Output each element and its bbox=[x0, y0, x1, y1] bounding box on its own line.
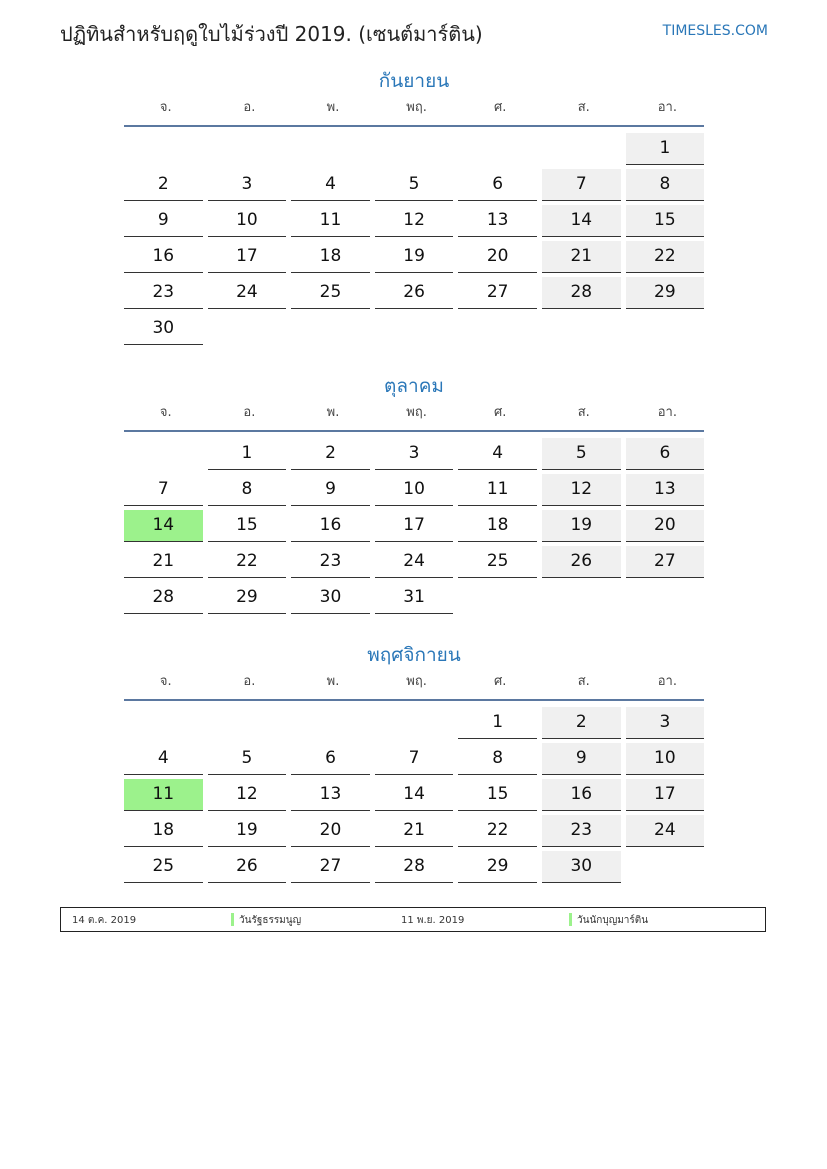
day-cell bbox=[208, 544, 292, 580]
day-number: 11 bbox=[291, 205, 370, 237]
day-number: 21 bbox=[542, 241, 621, 273]
day-number: 10 bbox=[208, 205, 287, 237]
month-november bbox=[124, 641, 704, 885]
day-number: 27 bbox=[626, 546, 705, 578]
day-cell bbox=[542, 849, 626, 885]
day-cell bbox=[626, 777, 710, 813]
day-number: 7 bbox=[124, 474, 203, 506]
day-cell bbox=[458, 239, 542, 275]
day-number: 9 bbox=[124, 205, 203, 237]
day-cell bbox=[375, 813, 459, 849]
day-cell bbox=[542, 436, 626, 472]
day-grid bbox=[124, 436, 704, 616]
day-number: 29 bbox=[458, 851, 537, 883]
day-number: 4 bbox=[458, 438, 537, 470]
day-number: 29 bbox=[626, 277, 705, 309]
empty-cell bbox=[208, 131, 292, 167]
empty-cell bbox=[291, 131, 375, 167]
day-cell bbox=[626, 741, 710, 777]
day-cell bbox=[542, 813, 626, 849]
day-cell bbox=[375, 167, 459, 203]
day-number: 8 bbox=[208, 474, 287, 506]
day-cell bbox=[542, 472, 626, 508]
weekday-label: อ. bbox=[243, 674, 256, 689]
day-number: 28 bbox=[542, 277, 621, 309]
legend-color-marker bbox=[569, 913, 572, 926]
weekday-label: อา. bbox=[657, 100, 677, 115]
day-cell bbox=[291, 544, 375, 580]
day-cell bbox=[626, 167, 710, 203]
day-number: 22 bbox=[626, 241, 705, 273]
day-number: 28 bbox=[124, 582, 203, 614]
day-number: 3 bbox=[208, 169, 287, 201]
day-number: 13 bbox=[291, 779, 370, 811]
day-cell bbox=[124, 741, 208, 777]
weekday-label: ส. bbox=[577, 100, 590, 115]
day-number: 23 bbox=[542, 815, 621, 847]
day-cell bbox=[626, 436, 710, 472]
day-number: 28 bbox=[375, 851, 454, 883]
day-cell bbox=[208, 508, 292, 544]
day-number: 30 bbox=[542, 851, 621, 883]
day-number: 16 bbox=[124, 241, 203, 273]
day-cell bbox=[208, 472, 292, 508]
day-cell bbox=[291, 239, 375, 275]
day-cell bbox=[458, 813, 542, 849]
day-number: 11 bbox=[458, 474, 537, 506]
weekday-label: ศ. bbox=[493, 100, 507, 115]
day-number: 1 bbox=[208, 438, 287, 470]
day-cell bbox=[124, 472, 208, 508]
day-cell bbox=[208, 849, 292, 885]
day-number: 13 bbox=[458, 205, 537, 237]
legend-color-marker bbox=[231, 913, 234, 926]
weekday-label: พ. bbox=[326, 674, 340, 689]
day-number: 19 bbox=[375, 241, 454, 273]
legend-date: 14 ต.ค. 2019 bbox=[72, 915, 137, 926]
weekday-label: พฤ. bbox=[406, 100, 427, 115]
holiday-legend bbox=[60, 907, 766, 932]
weekday-label: อ. bbox=[243, 100, 256, 115]
day-cell bbox=[626, 705, 710, 741]
day-cell bbox=[208, 167, 292, 203]
day-number: 5 bbox=[542, 438, 621, 470]
day-cell bbox=[626, 239, 710, 275]
day-cell bbox=[542, 239, 626, 275]
day-number: 14 bbox=[542, 205, 621, 237]
day-number: 24 bbox=[626, 815, 705, 847]
day-number: 10 bbox=[375, 474, 454, 506]
day-cell bbox=[208, 203, 292, 239]
day-number: 30 bbox=[291, 582, 370, 614]
day-cell bbox=[375, 777, 459, 813]
day-cell bbox=[375, 239, 459, 275]
day-number: 27 bbox=[458, 277, 537, 309]
weekday-label: อ. bbox=[243, 405, 256, 420]
day-cell bbox=[375, 472, 459, 508]
day-number: 8 bbox=[458, 743, 537, 775]
day-cell bbox=[458, 544, 542, 580]
day-cell bbox=[626, 472, 710, 508]
day-number: 21 bbox=[124, 546, 203, 578]
day-number: 22 bbox=[208, 546, 287, 578]
day-cell bbox=[458, 849, 542, 885]
day-cell bbox=[458, 167, 542, 203]
month-title: ตุลาคม bbox=[384, 375, 444, 397]
day-number: 20 bbox=[458, 241, 537, 273]
day-number: 11 bbox=[124, 779, 203, 811]
day-number: 26 bbox=[208, 851, 287, 883]
day-cell bbox=[458, 436, 542, 472]
weekday-label: อา. bbox=[657, 674, 677, 689]
day-cell bbox=[375, 544, 459, 580]
day-cell bbox=[124, 580, 208, 616]
day-cell bbox=[626, 508, 710, 544]
day-cell bbox=[291, 275, 375, 311]
day-number: 18 bbox=[458, 510, 537, 542]
day-number: 23 bbox=[291, 546, 370, 578]
month-october bbox=[124, 372, 704, 616]
day-cell bbox=[291, 849, 375, 885]
day-number: 12 bbox=[542, 474, 621, 506]
day-number: 12 bbox=[208, 779, 287, 811]
empty-cell bbox=[124, 436, 208, 472]
day-number: 20 bbox=[626, 510, 705, 542]
day-cell bbox=[208, 777, 292, 813]
day-cell bbox=[458, 203, 542, 239]
day-grid bbox=[124, 705, 704, 885]
day-cell bbox=[375, 741, 459, 777]
day-number: 16 bbox=[291, 510, 370, 542]
day-cell bbox=[291, 167, 375, 203]
day-cell bbox=[291, 741, 375, 777]
empty-cell bbox=[124, 131, 208, 167]
month-title: กันยายน bbox=[378, 70, 450, 92]
day-number: 4 bbox=[124, 743, 203, 775]
day-cell bbox=[124, 813, 208, 849]
page-title: ปฏิทินสำหรับฤดูใบไม้ร่วงปี 2019. (เซนต์มาร์ติน) bbox=[60, 22, 483, 46]
day-number: 24 bbox=[375, 546, 454, 578]
day-number: 17 bbox=[626, 779, 705, 811]
holiday-day-cell bbox=[124, 777, 208, 813]
day-number: 24 bbox=[208, 277, 287, 309]
day-cell bbox=[291, 777, 375, 813]
legend-holiday-name: วันรัฐธรรมนูญ bbox=[239, 915, 302, 926]
day-cell bbox=[291, 203, 375, 239]
day-number: 18 bbox=[291, 241, 370, 273]
day-number: 25 bbox=[291, 277, 370, 309]
day-cell bbox=[542, 777, 626, 813]
empty-cell bbox=[124, 705, 208, 741]
day-number: 23 bbox=[124, 277, 203, 309]
day-cell bbox=[458, 777, 542, 813]
day-number: 8 bbox=[626, 169, 705, 201]
day-cell bbox=[375, 580, 459, 616]
day-cell bbox=[542, 705, 626, 741]
weekday-label: ศ. bbox=[493, 405, 507, 420]
day-cell bbox=[124, 203, 208, 239]
day-number: 12 bbox=[375, 205, 454, 237]
day-number: 2 bbox=[291, 438, 370, 470]
day-number: 19 bbox=[208, 815, 287, 847]
day-number: 14 bbox=[124, 510, 203, 542]
day-cell bbox=[542, 203, 626, 239]
day-cell bbox=[542, 167, 626, 203]
day-number: 18 bbox=[124, 815, 203, 847]
day-number: 1 bbox=[458, 707, 537, 739]
day-cell bbox=[208, 741, 292, 777]
weekday-header bbox=[124, 673, 704, 701]
day-cell bbox=[375, 508, 459, 544]
holiday-day-cell bbox=[124, 508, 208, 544]
weekday-label: พฤ. bbox=[406, 674, 427, 689]
month-title: พฤศจิกายน bbox=[367, 644, 461, 666]
day-number: 7 bbox=[542, 169, 621, 201]
site-link[interactable]: TIMESLES.COM bbox=[662, 23, 768, 39]
day-number: 31 bbox=[375, 582, 454, 614]
day-cell bbox=[375, 849, 459, 885]
weekday-label: ส. bbox=[577, 405, 590, 420]
day-cell bbox=[208, 813, 292, 849]
day-cell bbox=[124, 544, 208, 580]
day-cell bbox=[626, 813, 710, 849]
day-number: 26 bbox=[375, 277, 454, 309]
day-cell bbox=[458, 275, 542, 311]
empty-cell bbox=[542, 131, 626, 167]
day-number: 15 bbox=[208, 510, 287, 542]
day-number: 29 bbox=[208, 582, 287, 614]
day-number: 10 bbox=[626, 743, 705, 775]
legend-date: 11 พ.ย. 2019 bbox=[401, 915, 465, 926]
day-number: 25 bbox=[124, 851, 203, 883]
day-number: 25 bbox=[458, 546, 537, 578]
day-cell bbox=[124, 239, 208, 275]
day-cell bbox=[124, 311, 208, 347]
day-number: 9 bbox=[291, 474, 370, 506]
day-number: 15 bbox=[626, 205, 705, 237]
month-september bbox=[124, 67, 704, 347]
day-number: 16 bbox=[542, 779, 621, 811]
day-cell bbox=[208, 275, 292, 311]
day-number: 3 bbox=[375, 438, 454, 470]
day-cell bbox=[291, 436, 375, 472]
day-cell bbox=[542, 741, 626, 777]
empty-cell bbox=[208, 705, 292, 741]
day-number: 6 bbox=[626, 438, 705, 470]
empty-cell bbox=[291, 705, 375, 741]
day-cell bbox=[375, 275, 459, 311]
day-cell bbox=[458, 741, 542, 777]
empty-cell bbox=[375, 705, 459, 741]
weekday-label: พ. bbox=[326, 100, 340, 115]
day-cell bbox=[542, 508, 626, 544]
weekday-header bbox=[124, 404, 704, 432]
weekday-label: จ. bbox=[159, 100, 172, 115]
day-number: 6 bbox=[458, 169, 537, 201]
day-number: 20 bbox=[291, 815, 370, 847]
day-cell bbox=[124, 275, 208, 311]
day-number: 15 bbox=[458, 779, 537, 811]
day-number: 22 bbox=[458, 815, 537, 847]
day-number: 13 bbox=[626, 474, 705, 506]
day-number: 2 bbox=[124, 169, 203, 201]
day-number: 5 bbox=[375, 169, 454, 201]
weekday-label: พฤ. bbox=[406, 405, 427, 420]
day-cell bbox=[291, 813, 375, 849]
day-cell bbox=[542, 544, 626, 580]
day-number: 17 bbox=[208, 241, 287, 273]
day-cell bbox=[542, 275, 626, 311]
day-cell bbox=[458, 705, 542, 741]
day-number: 26 bbox=[542, 546, 621, 578]
day-number: 19 bbox=[542, 510, 621, 542]
day-cell bbox=[291, 508, 375, 544]
day-cell bbox=[626, 131, 710, 167]
day-number: 4 bbox=[291, 169, 370, 201]
day-cell bbox=[291, 472, 375, 508]
day-cell bbox=[375, 203, 459, 239]
day-number: 1 bbox=[626, 133, 705, 165]
day-number: 17 bbox=[375, 510, 454, 542]
day-cell bbox=[458, 472, 542, 508]
weekday-label: ศ. bbox=[493, 674, 507, 689]
day-number: 14 bbox=[375, 779, 454, 811]
weekday-label: จ. bbox=[159, 674, 172, 689]
weekday-label: อา. bbox=[657, 405, 677, 420]
day-number: 3 bbox=[626, 707, 705, 739]
day-cell bbox=[124, 167, 208, 203]
day-cell bbox=[208, 580, 292, 616]
day-cell bbox=[375, 436, 459, 472]
weekday-label: จ. bbox=[159, 405, 172, 420]
day-cell bbox=[458, 508, 542, 544]
empty-cell bbox=[458, 131, 542, 167]
empty-cell bbox=[375, 131, 459, 167]
day-grid bbox=[124, 131, 704, 347]
day-number: 21 bbox=[375, 815, 454, 847]
day-number: 9 bbox=[542, 743, 621, 775]
day-cell bbox=[626, 275, 710, 311]
day-cell bbox=[626, 544, 710, 580]
weekday-label: ส. bbox=[577, 674, 590, 689]
day-number: 6 bbox=[291, 743, 370, 775]
day-number: 27 bbox=[291, 851, 370, 883]
day-number: 7 bbox=[375, 743, 454, 775]
weekday-label: พ. bbox=[326, 405, 340, 420]
day-cell bbox=[208, 239, 292, 275]
day-cell bbox=[124, 849, 208, 885]
day-cell bbox=[208, 436, 292, 472]
day-cell bbox=[291, 580, 375, 616]
weekday-header bbox=[124, 99, 704, 127]
day-number: 30 bbox=[124, 313, 203, 345]
day-cell bbox=[626, 203, 710, 239]
day-number: 2 bbox=[542, 707, 621, 739]
legend-holiday-name: วันนักบุญมาร์ติน bbox=[577, 915, 649, 926]
day-number: 5 bbox=[208, 743, 287, 775]
